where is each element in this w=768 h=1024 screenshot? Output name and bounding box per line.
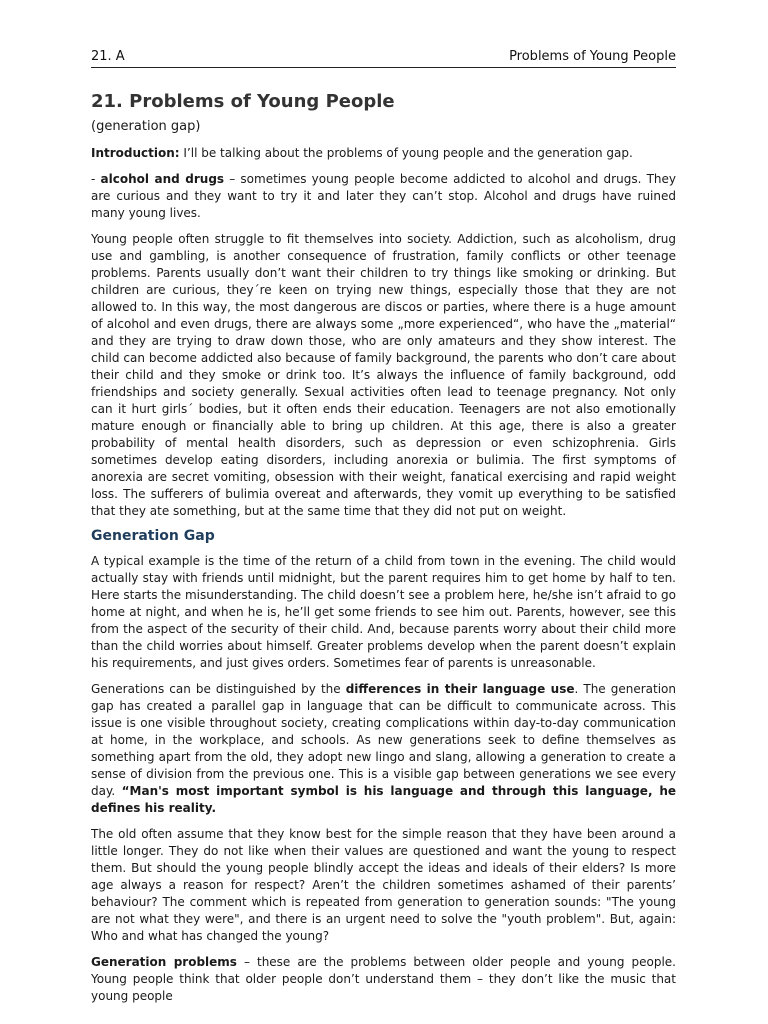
old-people-paragraph: The old often assume that they know best for the simple reason that they have been around a little longer. They do not like when their values are questioned and want the young to respect them. But should the young people blindly accept the ideas and ideals of their elders? Is more age always a reason for respect? Aren’t the children sometimes ashamed of their parents’ behaviour? The comment which is repeated from generation to generation sounds: "The young are not what they were", and there is an urgent need to solve the "youth problem". But, again: Who and what has changed the young? [91,827,676,943]
header-chapter-number: 21. A [91,49,125,64]
document-page [91,48,676,1005]
example-paragraph: A typical example is the time of the return of a child from town in the evening. The child would actually stay with friends until midnight, but the parent requires him to get home by half to ten. Here starts the misunderstanding. The child doesn’t see a problem here, he/she isn’t afraid to go home at night, and when he is, he’ll get some friends to see him out. Parents, however, see this from the aspect of the security of their child. And, because parents worry about their child more than the child worries about himself. Greater problems develop when the parent doesn’t explain his requirements, and just gives orders. Sometimes fear of parents is unreasonable. [91,554,676,670]
header-chapter-title: Problems of Young People [509,49,676,64]
language-text-before: Generations can be distinguished by the [91,682,346,696]
generation-problems-paragraph [91,954,676,1005]
running-header [91,48,676,68]
generation-problems-text: – these are the problems between older people and young people. Young people think that older people don’t understand them – they don’t like the music that young people [91,955,676,1003]
language-bold-phrase: differences in their language use [345,682,575,696]
generation-problems-label: Generation problems [91,955,237,969]
alcohol-label: alcohol and drugs [100,172,225,186]
language-text-after: . The generation gap has created a parallel gap in language that can be difficult to communicate across. This issue is one visible throughout society, creating complications within day-to-day communication at home, in the workplace, and schools. As new generations seek to define themselves as something apart from the old, they adopt new lingo and slang, allowing a generation to create a sense of division from the previous one. This is a visible gap between generations we see every day. [91,682,676,798]
section-heading-generation-gap: Generation Gap [91,528,215,544]
intro-label: Introduction: [91,146,180,160]
intro-text: I’ll be talking about the problems of young people and the generation gap. [179,146,633,160]
alcohol-paragraph [91,171,676,222]
page-subtitle: (generation gap) [91,119,201,134]
language-paragraph [91,681,676,817]
society-paragraph: Young people often struggle to fit themselves into society. Addiction, such as alcoholism, drug use and gambling, is another consequence of frustration, family conflicts or other teenage problems. Parents usually don’t want their children to try things like smoking or drinking. But children are curious, they´re keen on trying new things, especially those that they are not allowed to. In this way, the most dangerous are discos or parties, where there is a huge amount of alcohol and even drugs, there are always some „more experienced“, who have the „material“ and they are trying to draw down those, who are only amateurs and they show interest. The child can become addicted also because of family background, the parents who don’t care about their child and they smoke or drink too. It’s always the influence of family background, odd friendships and society generally. Sexual activities often lead to teenage pregnancy. Not only can it hurt girls´ bodies, but it often ends their education. Teenagers are not also emotionally mature enough or financially able to bring up children. At this age, there is also a greater probability of mental health disorders, such as depression or even schizophrenia. Girls sometimes develop eating disorders, including anorexia or bulimia. The first symptoms of anorexia are secret vomiting, obsession with their weight, fanatical exercising and rapid weight loss. The sufferers of bulimia overeat and afterwards, they vomit up everything to be satisfied that they ate something, but at the same time that they did not put on weight. [91,232,676,518]
language-quote: “Man's most important symbol is his language and through this language, he defines his reality. [91,784,676,815]
alcohol-text: – sometimes young people become addicted to alcohol and drugs. They are curious and they want to try it and later they can’t stop. Alcohol and drugs have ruined many young lives. [91,172,676,220]
alcohol-prefix: - [91,172,101,186]
intro-paragraph [91,145,676,162]
page-title: 21. Problems of Young People [91,91,395,112]
